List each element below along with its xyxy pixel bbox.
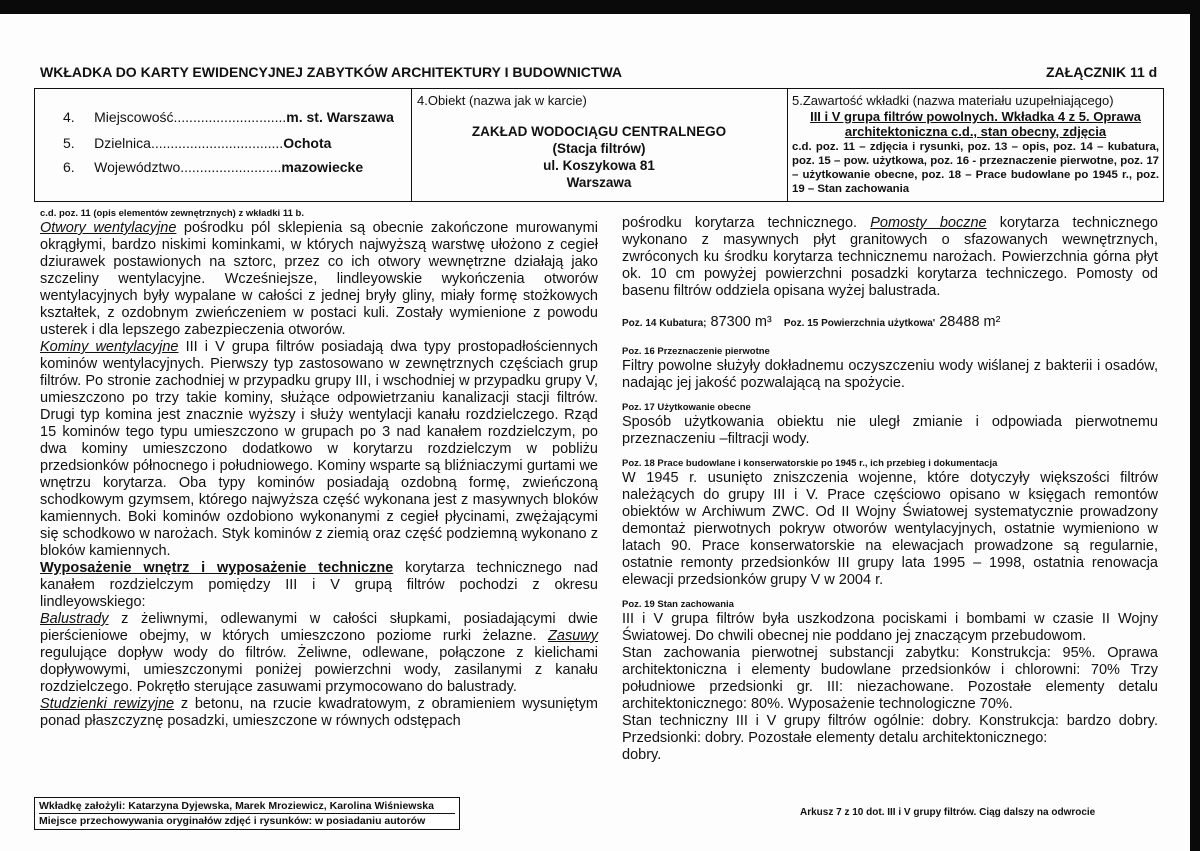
location-row (63, 159, 363, 175)
section-16-heading: Poz. 16 Przeznaczenie pierwotne (622, 346, 770, 357)
location-num: 6. (63, 159, 75, 175)
sheet-info: Arkusz 7 z 10 dot. III i V grupy filtrów. Ciąg dalszy na odwrocie (800, 807, 1096, 818)
storage-line: Miejsce przechowywania oryginałów zdjęć i rysunków: w posiadaniu autorów (39, 815, 426, 827)
text: regulujące dopływ wody do filtrów. Żeliwne, odlewane, połączone z kielichami dopływowymi, umieszczonymi poniżej powierzchni wody, zasilanymi z kanału rozdzielczego. Pokrętło sterujące zasuwami przymocowano do balustrady. (40, 645, 598, 695)
section-caption: c.d. poz. 11 (opis elementów zewnętrznych) z wkładki 11 b. (40, 208, 304, 219)
text: III i V grupa filtrów posiadają dwa typy prostopadłościennych kominów wentylacyjnych. Pierwszy typ zastosowano w zewnętrznych częściach grup filtrów. Po stronie zachodniej w przypadku grupy III, i wschodniej w przypadku grupy V, umieszczono po trzy takie kominy, służące odpowietrzaniu kanalizacji stacji filtrów. Drugi typ komina jest znacznie wyższy i służy wentylacji kanału rozdzielczego. Rząd 15 kominów tego typu umieszczono w grupach po 3 nad kanałem rozdzielczym, po dwa kominy umieszczono dodatkowo w korytarzu rozdzielczym w pobliżu przedsionków północnego i południowego. Kominy wsparte są bliźniaczymi gurtami we wnętrzu korytarza. Oba typy kominów posiadają ozdobną formę, zwieńczoną schodkowym gzymsem, którego najwyższa część wykonana jest z masywnych bloków kamiennych. Boki kominów ozdobiono wykonanymi z cegieł płycinami, zwężającymi się schodkowo w narożach. Styk kominów z ziemią oraz część podziemną wykonano z bloków kamiennych. (40, 339, 598, 559)
paragraph-chimneys (40, 339, 598, 560)
text: z żeliwnymi, odlewanymi w całości słupkami, posiadającymi dwie pierścieniowe obejmy, w których umieszczono poziome rurki żelazne. (40, 611, 598, 644)
object-line: Warszawa (566, 175, 632, 190)
text: pośrodku korytarza technicznego. (622, 215, 871, 231)
contents-heading: 5.Zawartość wkładki (nazwa materiału uzupełniającego) (792, 93, 1114, 108)
section-18-heading: Poz. 18 Prace budowlane i konserwatorskie po 1945 r., ich przebieg i dokumentacja (622, 458, 998, 469)
area-label: Poz. 15 Powierzchnia użytkowa' (783, 318, 936, 329)
term-manholes: Studzienki rewizyjne (40, 696, 175, 712)
term-equipment: Wyposażenie wnętrz i wyposażenie techniczne (40, 560, 394, 576)
term-balustrades: Balustrady (40, 611, 109, 627)
authors-line: Wkładkę założyli: Katarzyna Dyjewska, Marek Mroziewicz, Karolina Wiśniewska (39, 799, 455, 814)
location-cell (35, 89, 412, 201)
info-table (34, 88, 1164, 202)
term-valves: Zasuwy (548, 628, 598, 644)
location-label: Dzielnica.................................. (94, 135, 284, 151)
volume-value: 87300 m³ (710, 314, 772, 330)
location-label: Województwo.......................... (94, 159, 282, 175)
page-title: WKŁADKA DO KARTY EWIDENCYJNEJ ZABYTKÓW ARCHITEKTURY I BUDOWNICTWA (40, 64, 623, 80)
text: korytarza technicznego wykonano z masywnych płyt granitowych o sfazowanych wewnętrznych, zwróconych ku środku korytarza technicznemu narożach. Powierzchnia górna płyt ok. 10 cm powyżej powierzchni posadzki korytarza techniczego. Pomosty od basenu filtrów oddziela opisana wyżej balustrada. (622, 215, 1158, 299)
term-chimneys: Kominy wentylacyjne (40, 339, 179, 355)
section-17-text: Sposób użytkowania obiektu nie uległ zmianie i odpowiada pierwotnemu przeznaczeniu –filtracji wody. (622, 414, 1158, 447)
object-heading: 4.Obiekt (nazwa jak w karcie) (417, 93, 587, 108)
contents-title: III i V grupa filtrów powolnych. Wkładka 4 z 5. Oprawa architektoniczna c.d., stan obecny, zdjęcia (810, 109, 1141, 139)
paragraph-vents (40, 220, 598, 339)
text: z betonu, na rzucie kwadratowym, z obramieniem wysuniętym ponad płaszczyznę posadzki, umieszczone w równych odstępach (40, 696, 598, 729)
object-line: ul. Koszykowa 81 (543, 158, 655, 173)
term-vents: Otwory wentylacyjne (40, 220, 177, 236)
volume-label: Poz. 14 Kubatura; (622, 318, 707, 329)
contents-cell (788, 89, 1163, 201)
section-19-text: III i V grupa filtrów była uszkodzona pociskami i bombami w czasie II Wojny Światowej. Do chwili obecnej nie poddano jej znaczącym przebudowom. (622, 611, 1158, 644)
section-19-text: Stan techniczny III i V grupy filtrów ogólnie: dobry. Konstrukcja: bardzo dobry. Przedsionki: dobry. Pozostałe elementy detalu architektonicznego: (622, 713, 1158, 746)
object-line: ZAKŁAD WODOCIĄGU CENTRALNEGO (471, 124, 727, 139)
text: korytarza technicznego nad kanałem rozdzielczym pomiędzy III i V grupą filtrów pochodzi z okresu lindleyowskiego: (40, 560, 599, 610)
object-name (411, 123, 787, 191)
location-row (63, 135, 331, 151)
paragraph-balustrades (40, 611, 598, 696)
right-column (622, 215, 1158, 764)
paragraph-equipment (40, 560, 598, 611)
scan-right-border (1190, 0, 1200, 851)
object-line: (Stacja filtrów) (552, 141, 646, 156)
location-label: Miejscowość............................. (94, 109, 287, 125)
paragraph-manholes (40, 696, 598, 730)
section-18-text: W 1945 r. usunięto zniszczenia wojenne, które dotyczyły większości filtrów należących do grupy III i V. Prace częściowo opisano w księgach remontów obiektów w Archiwum ZWC. Od II Wojny Światowej systematycznie prowadzony demontaż pierwotnych pokryw otworów wentylacyjnych, ostatnie wymieniono w latach 90. Prace konserwatorskie na elewacjach prowadzone są regularnie, ostatnie remonty przedsionków III grupy lata 1995 – 1998, ostatnia renowacja elewacji przedsionków grupy V w 2004 r. (622, 470, 1158, 588)
left-column (40, 208, 598, 730)
footer-box (34, 797, 460, 830)
location-num: 5. (63, 135, 75, 151)
section-19-text: Stan zachowania pierwotnej substancji zabytku: Konstrukcja: 95%. Oprawa architektoniczna i elementy budowlane przedsionków i chlorowni: 70% Trzy południowe przedsionki gr. III: niezachowane. Pozostałe elementy detalu architektonicznego: 80%. Wyposażenie technologiczne 70%. (622, 645, 1158, 712)
term-platforms: Pomosty boczne (870, 215, 987, 231)
text: pośrodku pól sklepienia są obecnie zakończone murowanymi okrągłymi, bardzo niskimi kominkami, w których najwyższą warstwę ułożono z cegieł dziurawek postawionych na sztorc, przez co ich otwory wewnętrzne działają jako szczeliny wentylacyjne. Wcześniejsze, lindleyowskie wykończenia otworów wentylacyjnych były wypalane w całości z jednej bryły gliny, miały formę stożkowych kształtek, z ozdobnym zwieńczeniem w postaci kuli. Zostały wymienione z powodu usterek i dla lepszego zabezpieczenia otworów. (40, 220, 598, 338)
annex-label: ZAŁĄCZNIK 11 d (1046, 64, 1158, 80)
location-value: Ochota (283, 135, 332, 151)
scan-top-border (0, 0, 1200, 14)
area-value: 28488 m² (939, 314, 1001, 330)
section-19-text: dobry. (622, 747, 662, 763)
location-value: m. st. Warszawa (286, 109, 394, 125)
section-17-heading: Poz. 17 Użytkowanie obecne (622, 402, 751, 413)
section-16-text: Filtry powolne służyły dokładnemu oczyszczeniu wody wiślanej z bakterii i osadów, nadając jej jakość pozwalającą na spożycie. (622, 358, 1158, 391)
section-19-heading: Poz. 19 Stan zachowania (622, 599, 734, 610)
location-num: 4. (63, 109, 75, 125)
object-cell (411, 89, 788, 201)
location-row (63, 109, 394, 125)
contents-detail: c.d. poz. 11 – zdjęcia i rysunki, poz. 13 – opis, poz. 14 – kubatura, poz. 15 – pow. użytkowa, poz. 16 - przeznaczenie pierwotne, poz. 17 – użytkowanie obecne, poz. 18 – Prace budowlane po 1945 r., poz. 19 – Stan zachowania (792, 141, 1159, 195)
volume-area-row (622, 314, 1158, 332)
paragraph-platforms (622, 215, 1158, 300)
location-value: mazowiecke (281, 159, 364, 175)
